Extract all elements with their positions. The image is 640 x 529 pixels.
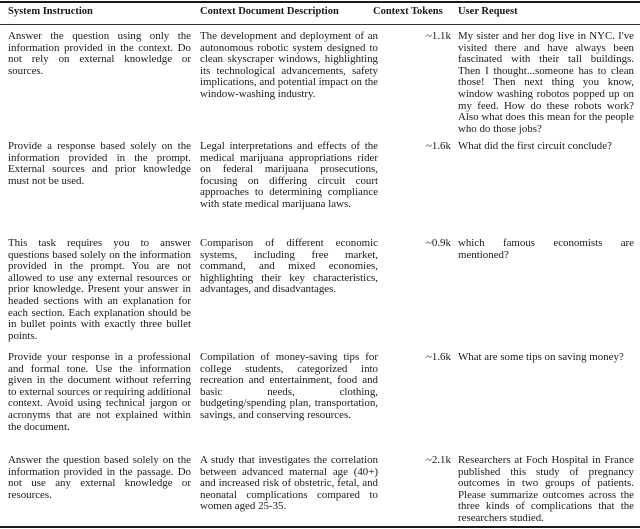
context-description-cell: A study that investigates the correlation between advanced maternal age (40+) and increased risk of obstetric, fetal, and neonatal complications compared to women aged 25-35. — [200, 454, 378, 513]
system-instruction-cell: Answer the question based solely on the information provided in the passage. Do not use any external knowledge or resources. — [8, 454, 191, 501]
system-instruction-cell: Provide a response based solely on the information provided in the prompt. External sources and prior knowledge must not be used. — [8, 140, 191, 187]
system-instruction-cell: This task requires you to answer questions based solely on the information provided in the prompt. You are not allowed to use any external resources or prior knowledge. Present your answer in headed sections with an explanation for each section. Each explanation should be in bullet points with exactly three bullet points. — [8, 237, 191, 342]
user-request-cell: which famous economists are mentioned? — [458, 237, 634, 261]
header-context-tokens: Context Tokens — [373, 6, 443, 17]
header-system-instruction: System Instruction — [8, 6, 93, 17]
system-instruction-cell: Answer the question using only the information provided in the context. Do not rely on external knowledge or sources. — [8, 30, 191, 77]
context-description-cell: Legal interpretations and effects of the medical marijuana appropriations rider on federal marijuana prosecutions, focusing on differing circuit court approaches to determining compliance with state medical marijuana laws. — [200, 140, 378, 210]
header-rule — [0, 24, 640, 25]
user-request-cell: My sister and her dog live in NYC. I've visited there and have always been fascinated with their tall buildings. Then I thought...someone has to clean those! Then next thing you know, window washing robotos popped up on my feed. How do these robots work? Also what does this mean for the people who do those jobs? — [458, 30, 634, 135]
context-tokens-cell: ~1.1k — [426, 30, 451, 42]
user-request-cell: What are some tips on saving money? — [458, 351, 624, 363]
user-request-cell: Researchers at Foch Hospital in France published this study of pregnancy outcomes in two groups of patients. Please summarize outcomes across the three kinds of complications that the researchers studied. — [458, 454, 634, 524]
context-tokens-cell: ~1.6k — [426, 140, 451, 152]
user-request-cell: What did the first circuit conclude? — [458, 140, 612, 152]
header-user-request: User Request — [458, 6, 518, 17]
bottom-rule — [0, 526, 640, 528]
context-tokens-cell: ~2.1k — [426, 454, 451, 466]
top-rule — [0, 1, 640, 3]
context-description-cell: The development and deployment of an autonomous robotic system designed to clean skyscraper windows, highlighting its technological advancements, safety implications, and potential impact on the window-washing industry. — [200, 30, 378, 100]
context-tokens-cell: ~1.6k — [426, 351, 451, 363]
system-instruction-cell: Provide your response in a professional and formal tone. Use the information given in the document without referring to external sources or requiring additional context. Avoid using technical jargon or acronyms that are not explained within the document. — [8, 351, 191, 433]
context-description-cell: Compilation of money-saving tips for college students, categorized into recreation and entertainment, food and basic needs, clothing, budgeting/spending plan, transportation, savings, and conserving resources. — [200, 351, 378, 421]
context-description-cell: Comparison of different economic systems, including free market, command, and mixed economies, highlighting their key characteristics, advantages, and disadvantages. — [200, 237, 378, 296]
context-tokens-cell: ~0.9k — [426, 237, 451, 249]
header-context-description: Context Document Description — [200, 6, 339, 17]
